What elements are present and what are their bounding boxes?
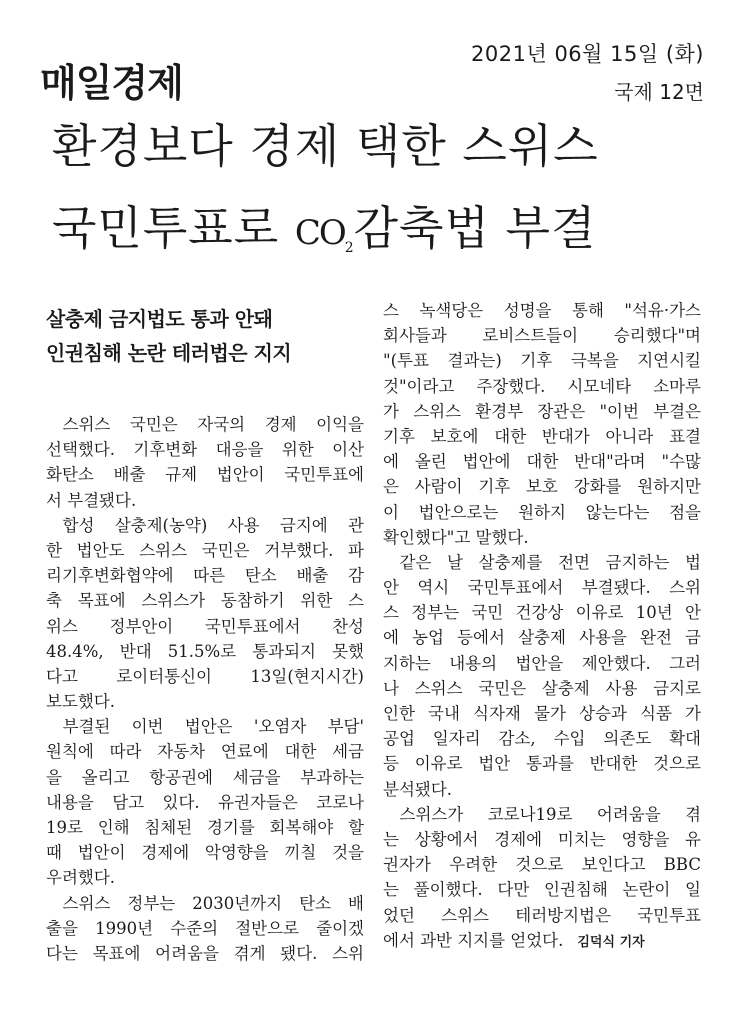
article-text-line: [383, 474, 701, 499]
article-text: 우려했다.: [46, 868, 116, 888]
article-text: 스 정부는 국민 건강상 이유로 10년 안: [383, 603, 701, 623]
article-text: 는 풀이했다. 다만 인권침해 논란이 일: [383, 880, 701, 900]
article-text: 선택했다. 기후변화 대응을 위한 이산: [46, 440, 364, 460]
co2-symbol: [294, 213, 354, 256]
article-text: 은 사람이 기후 보호 강화를 원하지만: [383, 477, 701, 497]
article-text: 것"이라고 주장했다. 시모네타 소마루: [383, 376, 701, 396]
article-text: 한 법안도 스위스 국민은 거부했다. 파: [46, 540, 364, 560]
article-text: 가 스위스 환경부 장관은 "이번 부결은: [383, 401, 701, 421]
article-text-line: [46, 765, 364, 790]
article-text: 나 스위스 국민은 살충제 사용 금지로: [383, 678, 701, 698]
article-text: 보도했다.: [46, 692, 116, 712]
article-text: 다는 목표에 어려움을 겪게 됐다. 스위: [46, 943, 364, 963]
article-text: 화탄소 배출 규제 법안이 국민투표에: [46, 465, 364, 485]
article-text-line: [383, 726, 701, 751]
article-text-line: [383, 625, 701, 650]
article-text-line: [383, 525, 701, 550]
article-text: 을 올리고 항공권에 세금을 부과하는: [46, 767, 364, 787]
article-text: 19로 인해 침체된 경기를 회복해야 할: [46, 818, 364, 837]
co2-subscript: 2: [344, 239, 354, 256]
article-text-line: [46, 437, 364, 462]
article-text-line: [383, 348, 701, 373]
article-text: 스위스 정부는 2030년까지 탄소 배: [46, 893, 364, 913]
article-text: 리기후변화협약에 따른 탄소 배출 감: [46, 566, 364, 586]
article-text: 지하는 내용의 법안을 제안했다. 그러: [383, 653, 701, 673]
article-text-line: [46, 538, 364, 563]
article-text-line: [383, 651, 701, 676]
article-text: 축 목표에 스위스가 동참하기 위한 스: [46, 591, 364, 611]
article-text: 확인했다"고 말했다.: [383, 527, 529, 547]
article-text: 스 녹색당은 성명을 통해 "석유·가스: [383, 301, 701, 320]
article-text: 48.4%, 반대 51.5%로 통과되지 못했: [46, 641, 364, 661]
article-text-line: [46, 916, 364, 941]
section-page: 국제 12면: [614, 80, 704, 104]
co2-main: CO: [294, 213, 345, 253]
article-text: 회사들과 로비스트들이 승리했다"며: [383, 326, 701, 346]
article-text-line: [46, 412, 364, 437]
article-text-line: [383, 928, 701, 953]
article-text: 내용을 담고 있다. 유권자들은 코로나: [46, 792, 364, 812]
article-text: 인한 국내 식자재 물가 상승과 식품 가: [383, 704, 701, 723]
article-text: 공업 일자리 감소, 수입 의존도 확대: [383, 729, 701, 749]
article-text: 때 법안이 경제에 악영향을 끼칠 것을: [46, 843, 364, 863]
headline-line-2: [52, 192, 596, 258]
article-text-line: [383, 399, 701, 424]
article-text-line: [383, 877, 701, 902]
article-text-line: [46, 462, 364, 487]
article-text-line: [383, 802, 701, 827]
article-text-line: [383, 424, 701, 449]
article-text: 위스 정부안이 국민투표에서 찬성: [46, 616, 364, 636]
article-text-line: [383, 777, 701, 802]
article-text-line: [383, 449, 701, 474]
article-text: 스위스 국민은 자국의 경제 이익을: [46, 415, 364, 434]
article-text: 권자가 우려한 것으로 보인다고 BBC: [383, 855, 701, 875]
article-text-line: [383, 827, 701, 852]
article-text-line: [46, 941, 364, 966]
subheadline: [46, 302, 366, 370]
article-text-line: [383, 374, 701, 399]
article-text: 는 상황에서 경제에 미치는 영향을 유: [383, 829, 701, 849]
article-text-line: [383, 500, 701, 525]
article-text-line: [46, 790, 364, 815]
article-text: 분석됐다.: [383, 779, 453, 799]
article-text: 스위스가 코로나19로 어려움을 겪: [383, 804, 701, 824]
article-text: 등 이유로 법안 통과를 반대한 것으로: [383, 754, 701, 774]
article-text-line: [46, 513, 364, 538]
headline-line-2-start: 국민투표로: [52, 201, 295, 255]
article-text: 원칙에 따라 자동차 연료에 대한 세금: [46, 742, 364, 762]
article-text-line: [383, 751, 701, 776]
article-text-line: [383, 600, 701, 625]
article-text-line: [383, 852, 701, 877]
article-text: 에서 과반 지지를 얻었다.: [383, 930, 564, 950]
article-text: 이 법안으로는 원하지 않는다는 점을: [383, 502, 701, 522]
article-text-line: [46, 563, 364, 588]
article-text-line: [383, 298, 701, 323]
article-text: 안 역시 국민투표에서 부결됐다. 스위: [383, 578, 701, 598]
article-text: 었던 스위스 테러방지법은 국민투표: [383, 905, 701, 925]
article-text-line: [46, 689, 364, 714]
article-text: 서 부결됐다.: [46, 490, 137, 510]
article-text-line: [46, 739, 364, 764]
article-text-line: [46, 865, 364, 890]
article-text-line: [383, 550, 701, 575]
article-text-line: [46, 664, 364, 689]
subheadline-line-2: 인권침해 논란 테러법은 지지: [46, 341, 292, 365]
article-text-line: [46, 891, 364, 916]
article-text-line: [46, 639, 364, 664]
subheadline-line-1: 살충제 금지법도 통과 안돼: [46, 307, 273, 331]
publication-name: 매일경제: [40, 61, 183, 105]
article-text: 에 농업 등에서 살충제 사용을 완전 금: [383, 628, 701, 648]
article-text-line: [383, 323, 701, 348]
article-text-line: [383, 575, 701, 600]
headline-line-2-end: 감축법 부결: [353, 201, 597, 255]
article-text-line: [383, 676, 701, 701]
article-text-line: [46, 714, 364, 739]
article-text: 출을 1990년 수준의 절반으로 줄이겠: [46, 918, 364, 938]
article-column-left: [46, 412, 364, 966]
article-text: 다고 로이터통신이 13일(현지시간): [46, 666, 364, 686]
article-text-line: [46, 614, 364, 639]
article-text: 합성 살충제(농약) 사용 금지에 관: [46, 515, 364, 535]
byline: 김덕식 기자: [577, 934, 645, 950]
article-text: "(투표 결과는) 기후 극복을 지연시킬: [383, 351, 701, 371]
article-text-line: [46, 488, 364, 513]
article-text: 부결된 이번 법안은 '오염자 부담': [46, 717, 364, 737]
issue-date: 2021년 06월 15일 (화): [471, 42, 704, 66]
article-text-line: [46, 840, 364, 865]
article-text-line: [46, 588, 364, 613]
article-text-line: [383, 903, 701, 928]
article-text-line: [46, 815, 364, 840]
article-column-right: [383, 298, 701, 953]
headline-line-1: 환경보다 경제 택한 스위스: [52, 119, 599, 173]
article-text-line: [383, 701, 701, 726]
article-text: 에 올린 법안에 대한 반대"라며 "수많: [383, 452, 701, 472]
article-text: 같은 날 살충제를 전면 금지하는 법: [383, 552, 701, 572]
article-text: 기후 보호에 대한 반대가 아니라 표결: [383, 426, 701, 446]
